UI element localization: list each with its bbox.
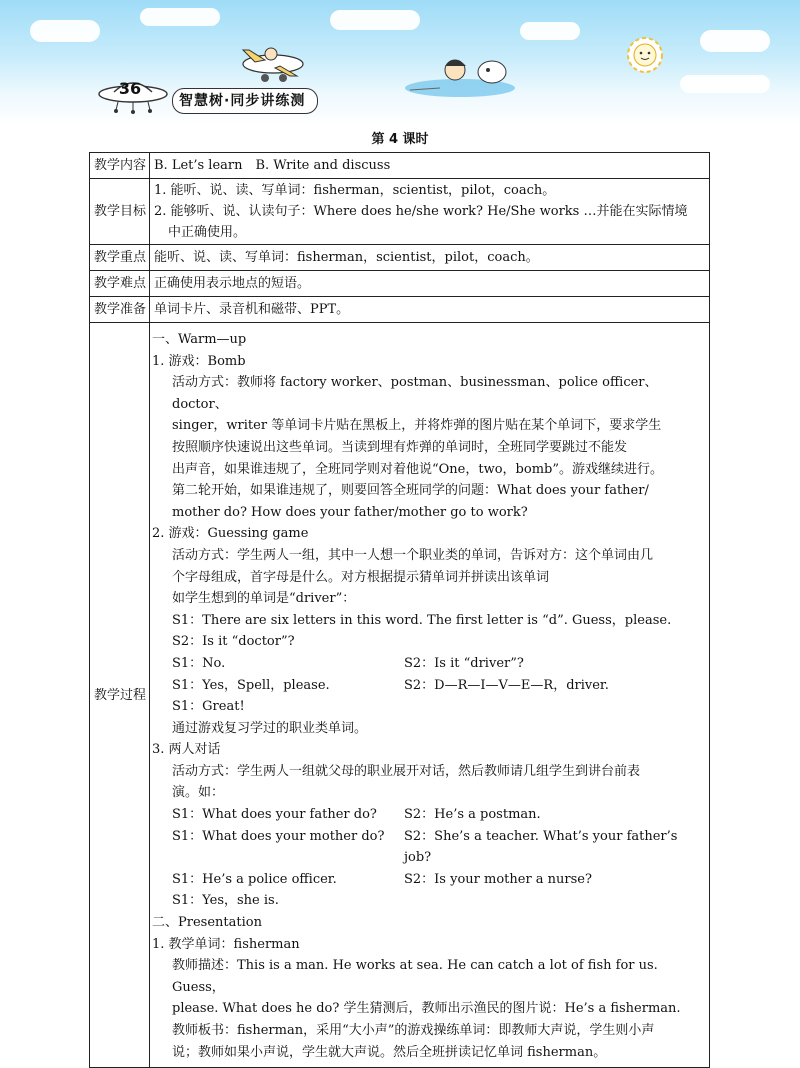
paragraph-line: 第二轮开始，如果谁违规了，则要回答全班同学的问题：What does your father/ xyxy=(172,483,649,499)
paragraph-line: 活动方式：学生两人一组，其中一人想一个职业类的单词，告诉对方：这个单词由几 xyxy=(172,547,654,563)
row-value: 能听、说、读、写单词：fisherman，scientist，pilot，coach。 xyxy=(150,245,710,271)
cloud-decoration xyxy=(680,75,770,93)
page-number: 36 xyxy=(118,79,142,98)
table-row-content xyxy=(90,153,710,179)
row-value xyxy=(150,179,710,245)
row-label: 教学过程 xyxy=(90,323,150,1068)
paragraph-line: 教师描述：This is a man. He works at sea. He can catch a lot of fish for us. Guess， xyxy=(172,958,658,995)
table-row-goals xyxy=(90,179,710,245)
row-label: 教学内容 xyxy=(90,153,150,179)
section-heading: 二、Presentation xyxy=(152,915,262,931)
section-heading: 一、Warm—up xyxy=(152,332,247,347)
activity-title: 3. 两人对话 xyxy=(152,742,221,758)
page-header xyxy=(0,0,800,125)
table-row-difficulties xyxy=(90,271,710,297)
paragraph-line: 演。如： xyxy=(172,785,225,801)
paragraph-line: 说；教师如果小声说，学生就大声说。然后全班拼读记忆单词 fisherman。 xyxy=(172,1044,607,1060)
row-value: 单词卡片、录音机和磁带、PPT。 xyxy=(150,297,710,323)
goal-line: 1. 能听、说、读、写单词：fisherman，scientist，pilot，coach。 xyxy=(154,183,556,198)
dialog-s1: S1：He’s a police officer. xyxy=(172,871,337,887)
series-title: 智慧树·同步讲练测 xyxy=(172,88,318,114)
cloud-decoration xyxy=(30,20,100,42)
dialog-line: S2：Is it “doctor”? xyxy=(172,634,295,650)
process-content xyxy=(150,323,710,1068)
paragraph-line: please. What does he do? 学生猜测后，教师出示渔民的图片说：He’s a fisherman. xyxy=(172,1001,681,1017)
activity-title: 1. 游戏：Bomb xyxy=(152,353,246,369)
dialog-line: S1：There are six letters in this word. The first letter is “d”. Guess，please. xyxy=(172,612,672,628)
goal-line: 中正确使用。 xyxy=(168,225,247,240)
row-label: 教学重点 xyxy=(90,245,150,271)
activity-title: 2. 游戏：Guessing game xyxy=(152,526,309,542)
activity-title: 1. 教学单词：fisherman xyxy=(152,936,300,952)
cloud-decoration xyxy=(330,10,420,30)
dialog-s2: S2：D—R—I—V—E—R，driver. xyxy=(404,677,609,693)
dialog-s1: S1：No. xyxy=(172,655,226,671)
cloud-decoration xyxy=(140,8,220,26)
paragraph-line: 活动方式：教师将 factory worker、postman、businessman、police officer、doctor、 xyxy=(172,375,658,412)
airplane-illustration xyxy=(235,40,310,85)
paragraph-line: 活动方式：学生两人一组就父母的职业展开对话，然后教师请几组学生到讲台前表 xyxy=(172,763,641,779)
dialog-row xyxy=(152,804,705,826)
paragraph-line: 教师板书：fisherman，采用“大小声”的游戏操练单词：即教师大声说，学生则小声 xyxy=(172,1023,655,1038)
goal-line: 2. 能够听、说、认读句子：Where does he/she work? He/She works …并能在实际情境 xyxy=(154,204,688,219)
dialog-row xyxy=(152,826,705,869)
dialog-s2: S2：He’s a postman. xyxy=(404,807,541,823)
paragraph-line: 通过游戏复习学过的职业类单词。 xyxy=(172,720,368,736)
dialog-row xyxy=(152,675,705,697)
table-row-key-points xyxy=(90,245,710,271)
dialog-s2: S2：Is your mother a nurse? xyxy=(404,871,592,887)
row-value: 正确使用表示地点的短语。 xyxy=(150,271,710,297)
dialog-row xyxy=(152,869,705,891)
table-row-process xyxy=(90,323,710,1068)
lesson-plan-table xyxy=(89,152,710,1068)
dialog-row xyxy=(152,653,705,675)
cloud-decoration xyxy=(700,30,770,52)
dialog-s1: S1：What does your father do? xyxy=(172,807,377,823)
dialog-s1: S1：What does your mother do? xyxy=(172,828,385,844)
dialog-line: S1：Yes，she is. xyxy=(172,893,279,909)
row-label: 教学难点 xyxy=(90,271,150,297)
dialog-line: S1：Great! xyxy=(172,699,245,715)
lesson-title: 第 4 课时 xyxy=(371,132,429,147)
paragraph-line: 个字母组成，首字母是什么。对方根据提示猜单词并拼读出该单词 xyxy=(172,569,550,585)
dialog-s2: S2：She’s a teacher. What’s your father’s job? xyxy=(404,828,678,866)
row-label: 教学准备 xyxy=(90,297,150,323)
row-value: B. Let’s learn B. Write and discuss xyxy=(150,153,710,179)
dialog-s2: S2：Is it “driver”? xyxy=(404,655,524,671)
dialog-s1: S1：Yes，Spell，please. xyxy=(172,677,330,693)
paragraph-line: mother do? How does your father/mother go to work? xyxy=(172,504,528,520)
paragraph-line: 出声音，如果谁违规了，全班同学则对着他说“One，two，bomb”。游戏继续进行。 xyxy=(172,461,663,477)
paragraph-line: singer，writer 等单词卡片贴在黑板上，并将炸弹的图片贴在某个单词下，要求学生 xyxy=(172,418,662,434)
cartoon-kids-on-cloud-illustration xyxy=(400,48,520,98)
row-label: 教学目标 xyxy=(90,179,150,245)
paragraph-line: 按照顺序快速说出这些单词。当读到埋有炸弹的单词时，全班同学要跳过不能发 xyxy=(172,439,628,455)
sun-illustration xyxy=(620,30,670,80)
paragraph-line: 如学生想到的单词是“driver”： xyxy=(172,591,356,607)
cloud-decoration xyxy=(520,22,580,40)
table-row-preparation xyxy=(90,297,710,323)
